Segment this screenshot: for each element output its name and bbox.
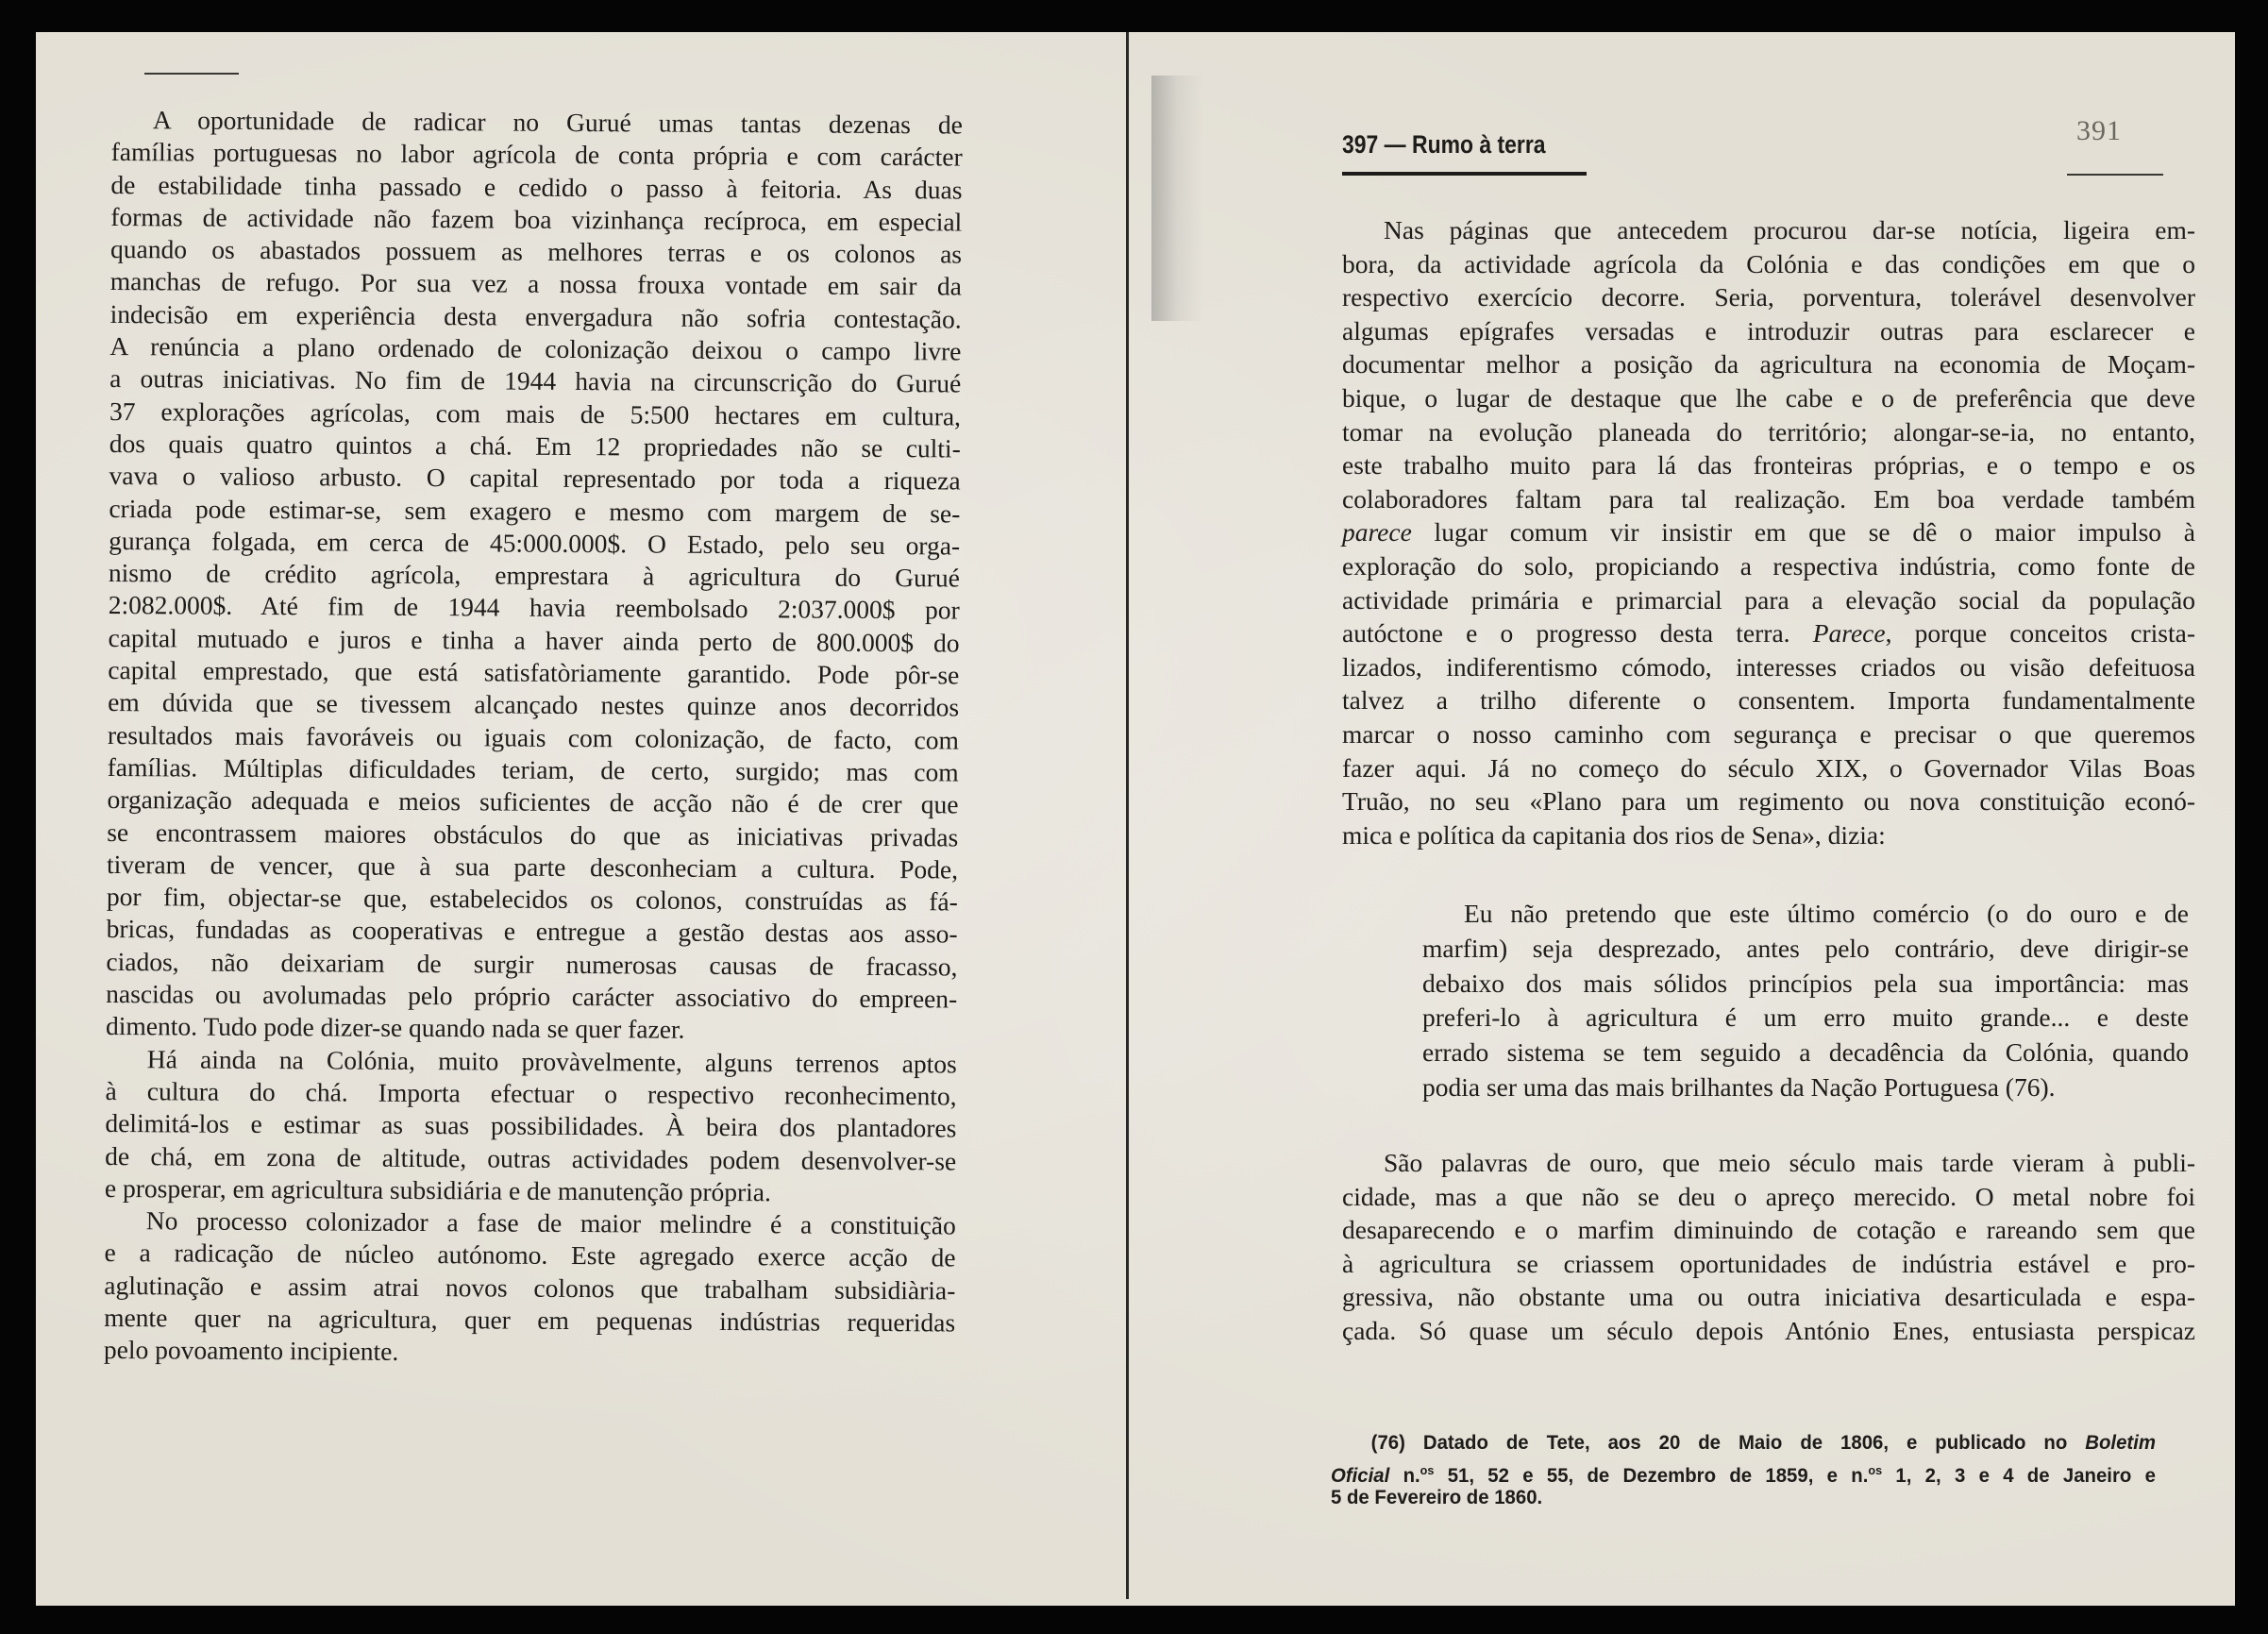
page-number-rule xyxy=(2067,174,2163,176)
text-line: ciados, não deixariam de surgir numerosas causas de fracasso, xyxy=(106,946,958,982)
italic-text: Oficial xyxy=(1331,1465,1390,1487)
footnote xyxy=(1331,1429,2181,1511)
text-line: por fim, objectar-se que, estabelecidos os colonos, construídas as fá- xyxy=(106,882,958,917)
text-line: Há ainda na Colónia, muito provàvelmente, alguns terrenos aptos xyxy=(146,1043,957,1079)
block-quote xyxy=(1422,897,2189,1105)
text-line xyxy=(1342,616,2195,650)
text-line: A renúncia a plano ordenado de colonização deixou o campo livre xyxy=(109,331,962,366)
text-line: tomar na evolução planeada do território; alongar-se-ia, no entanto, xyxy=(1342,416,2195,446)
text-line: e prosperar, em agricultura subsidiária e de manutenção própria. xyxy=(104,1172,772,1207)
text-line: 2:082.000$. Até fim de 1944 havia reembolsado 2:037.000$ por xyxy=(108,590,960,625)
text-line: indecisão em experiência desta envergadura não sofria contestação. xyxy=(109,298,962,334)
text-line: Truão, no seu «Plano para um regimento ou nova constituição econó- xyxy=(1342,786,2195,817)
text-line: manchas de refugo. Por sua vez a nossa frouxa vontade em sair da xyxy=(109,266,962,301)
right-paragraph-1 xyxy=(1342,213,2195,851)
text-line: vava o valioso arbusto. O capital representado por toda a riqueza xyxy=(109,461,961,496)
text-segment: autóctone e o progresso desta terra. xyxy=(1342,618,1813,649)
text-line: colaboradores faltam para tal realização. Em boa verdade também xyxy=(1342,483,2195,514)
text-line: e a radicação de núcleo autónomo. Este agregado exerce acção de xyxy=(104,1238,956,1272)
text-line: preferi-lo à agricultura é um erro muito grande... e deste xyxy=(1422,1002,2189,1033)
text-line: documentar melhor a posição da agricultura na economia de Moçam- xyxy=(1342,349,2195,379)
text-line: este trabalho muito para lá das fronteiras próprias, e o tempo e os xyxy=(1342,450,2195,480)
scan-smudge xyxy=(1151,76,1203,321)
page-number: 391 xyxy=(2076,115,2122,146)
text-segment: (76) Datado de Tete, aos 20 de Maio de 1806, e publicado no xyxy=(1370,1432,2086,1454)
text-line: 37 explorações agrícolas, com mais de 5:500 hectares em cultura, xyxy=(109,396,962,431)
section-heading: 397 — Rumo à terra xyxy=(1342,130,1546,159)
text-line: de estabilidade tinha passado e cedido o passo à feitoria. As duas xyxy=(110,169,963,205)
text-line: de chá, em zona de altitude, outras actividades podem desenvolver-se xyxy=(105,1140,957,1175)
text-segment: n. xyxy=(1389,1465,1420,1487)
header-rule-left xyxy=(144,73,239,75)
superscript: os xyxy=(1420,1463,1435,1477)
text-line: podia ser uma das mais brilhantes da Nação Portuguesa (76). xyxy=(1422,1071,2056,1102)
left-page-text xyxy=(104,104,963,1372)
text-line: exploração do solo, propiciando a respectiva indústria, como fonte de xyxy=(1342,550,2195,581)
paragraph xyxy=(106,104,963,1048)
text-line: a outras iniciativas. No fim de 1944 havia na circunscrição do Gurué xyxy=(109,363,962,398)
text-line: se encontrassem maiores obstáculos do que as iniciativas privadas xyxy=(107,817,959,852)
section-heading-underline xyxy=(1342,172,1587,176)
text-line: errado sistema se tem seguido a decadência da Colónia, quando xyxy=(1422,1037,2189,1068)
text-line: lizados, indiferentismo cómodo, interesses criados ou visão defeituosa xyxy=(1342,651,2195,682)
text-line: capital emprestado, que está satisfatòriamente garantido. Pode pôr-se xyxy=(108,655,960,690)
text-line: quando os abastados possuem as melhores terras e os colonos as xyxy=(109,234,963,269)
italic-text: parece xyxy=(1342,517,1412,547)
text-line: desaparecendo e o marfim diminuindo de cotação e rareando sem que xyxy=(1342,1215,2195,1245)
text-segment: lugar comum vir insistir em que se dê o maior impulso à xyxy=(1411,517,2195,547)
text-line: nascidas ou avolumadas pelo próprio carácter associativo do empreen- xyxy=(106,978,958,1014)
text-line: em dúvida que se tivessem alcançado nestes quinze anos decorridos xyxy=(108,687,960,722)
paragraph xyxy=(105,1043,957,1210)
text-line: famílias portuguesas no labor agrícola de conta própria e com carácter xyxy=(110,137,963,172)
text-line: respectivo exercício decorre. Seria, porventura, tolerável desenvolver xyxy=(1342,282,2195,312)
text-line xyxy=(1342,515,2195,549)
text-line: mente quer na agricultura, quer em pequenas indústrias requeridas xyxy=(104,1302,956,1338)
text-line: cidade, mas a que não se deu o apreço merecido. O metal nobre foi xyxy=(1342,1181,2195,1211)
text-line xyxy=(1331,1429,2156,1457)
text-line: delimitá-los e estimar as suas possibilidades. À beira dos plantadores xyxy=(105,1108,957,1143)
text-line: capital mutuado e juros e tinha a haver ainda perto de 800.000$ do xyxy=(108,622,960,658)
text-line: talvez a trilho diferente o consentem. Importa fundamentalmente xyxy=(1342,685,2195,716)
text-line: à cultura do chá. Importa efectuar o respectivo reconhecimento, xyxy=(105,1075,957,1111)
text-line: tiveram de vencer, que à sua parte desconheciam a cultura. Pode, xyxy=(106,849,959,884)
italic-text: Parece xyxy=(1812,618,1886,649)
text-line: bricas, fundadas as cooperativas e entregue a gestão destas aos asso- xyxy=(106,914,958,949)
text-segment: , porque conceitos crista- xyxy=(1885,618,2195,649)
text-line: çada. Só quase um século depois António Enes, entusiasta perspicaz xyxy=(1342,1315,2195,1345)
text-line: aglutinação e assim atrai novos colonos que trabalham subsidiària- xyxy=(104,1270,956,1306)
text-line: bora, da actividade agrícola da Colónia e das condições em que o xyxy=(1342,248,2195,278)
text-line: à agricultura se criassem oportunidades de indústria estável e pro- xyxy=(1342,1248,2195,1278)
text-line: famílias. Múltiplas dificuldades teriam, de certo, surgido; mas com xyxy=(107,751,959,787)
text-line: Nas páginas que antecedem procurou dar-se notícia, ligeira em- xyxy=(1384,215,2195,244)
text-line: formas de actividade não fazem boa vizinhança recíproca, em especial xyxy=(110,201,963,237)
text-line: gurança folgada, em cerca de 45:000.000$. O Estado, pelo seu orga- xyxy=(109,525,961,561)
text-line: pelo povoamento incipiente. xyxy=(103,1335,399,1367)
text-line: nismo de crédito agrícola, emprestara à agricultura do Gurué xyxy=(108,558,961,593)
text-line: dos quais quatro quintos a chá. Em 12 propriedades não se culti- xyxy=(109,428,961,463)
text-line: debaixo dos mais sólidos princípios pela sua importância: mas xyxy=(1422,968,2189,998)
text-line: A oportunidade de radicar no Gurué umas tantas dezenas de xyxy=(152,105,963,140)
text-line: actividade primária e primarcial para a elevação social da população xyxy=(1342,584,2195,615)
text-segment: 1, 2, 3 e 4 de Janeiro e xyxy=(1882,1465,2156,1487)
text-line: bique, o lugar de destaque que lhe cabe e o de preferência que deve xyxy=(1342,382,2195,413)
text-line: fazer aqui. Já no começo do século XIX, o Governador Vilas Boas xyxy=(1342,752,2195,783)
italic-text: Boletim xyxy=(2085,1432,2156,1454)
text-line: marcar o nosso caminho com segurança e precisar o que queremos xyxy=(1342,718,2195,749)
text-line: Eu não pretendo que este último comércio (o do ouro e de xyxy=(1464,899,2189,928)
text-line: mica e política da capitania dos rios de Sena», dizia: xyxy=(1342,819,1886,850)
text-line: 5 de Fevereiro de 1860. xyxy=(1331,1487,1543,1508)
text-line: São palavras de ouro, que meio século mais tarde vieram à publi- xyxy=(1384,1148,2195,1177)
paragraph xyxy=(104,1204,956,1372)
page-gutter-divider xyxy=(1126,32,1129,1599)
superscript: os xyxy=(1868,1463,1883,1477)
text-segment: 51, 52 e 55, de Dezembro de 1859, e n. xyxy=(1434,1465,1869,1487)
right-paragraph-3 xyxy=(1342,1146,2195,1348)
text-line xyxy=(1331,1457,2156,1487)
text-line: algumas epígrafes versadas e introduzir outras para esclarecer e xyxy=(1342,315,2195,345)
text-line: No processo colonizador a fase de maior melindre é a constituição xyxy=(145,1205,956,1240)
text-line: criada pode estimar-se, sem exagero e mesmo com margem de se- xyxy=(109,493,961,529)
text-line: organização adequada e meios suficientes de acção não é de crer que xyxy=(107,784,959,819)
text-line: marfim) seja desprezado, antes pelo contrário, deve dirigir-se xyxy=(1422,933,2189,963)
text-line: gressiva, não obstante uma ou outra iniciativa desarticulada e espa- xyxy=(1342,1282,2195,1312)
text-line: resultados mais favoráveis ou iguais com colonização, de facto, com xyxy=(107,719,959,755)
text-line: dimento. Tudo pode dizer-se quando nada se quer fazer. xyxy=(105,1011,685,1045)
